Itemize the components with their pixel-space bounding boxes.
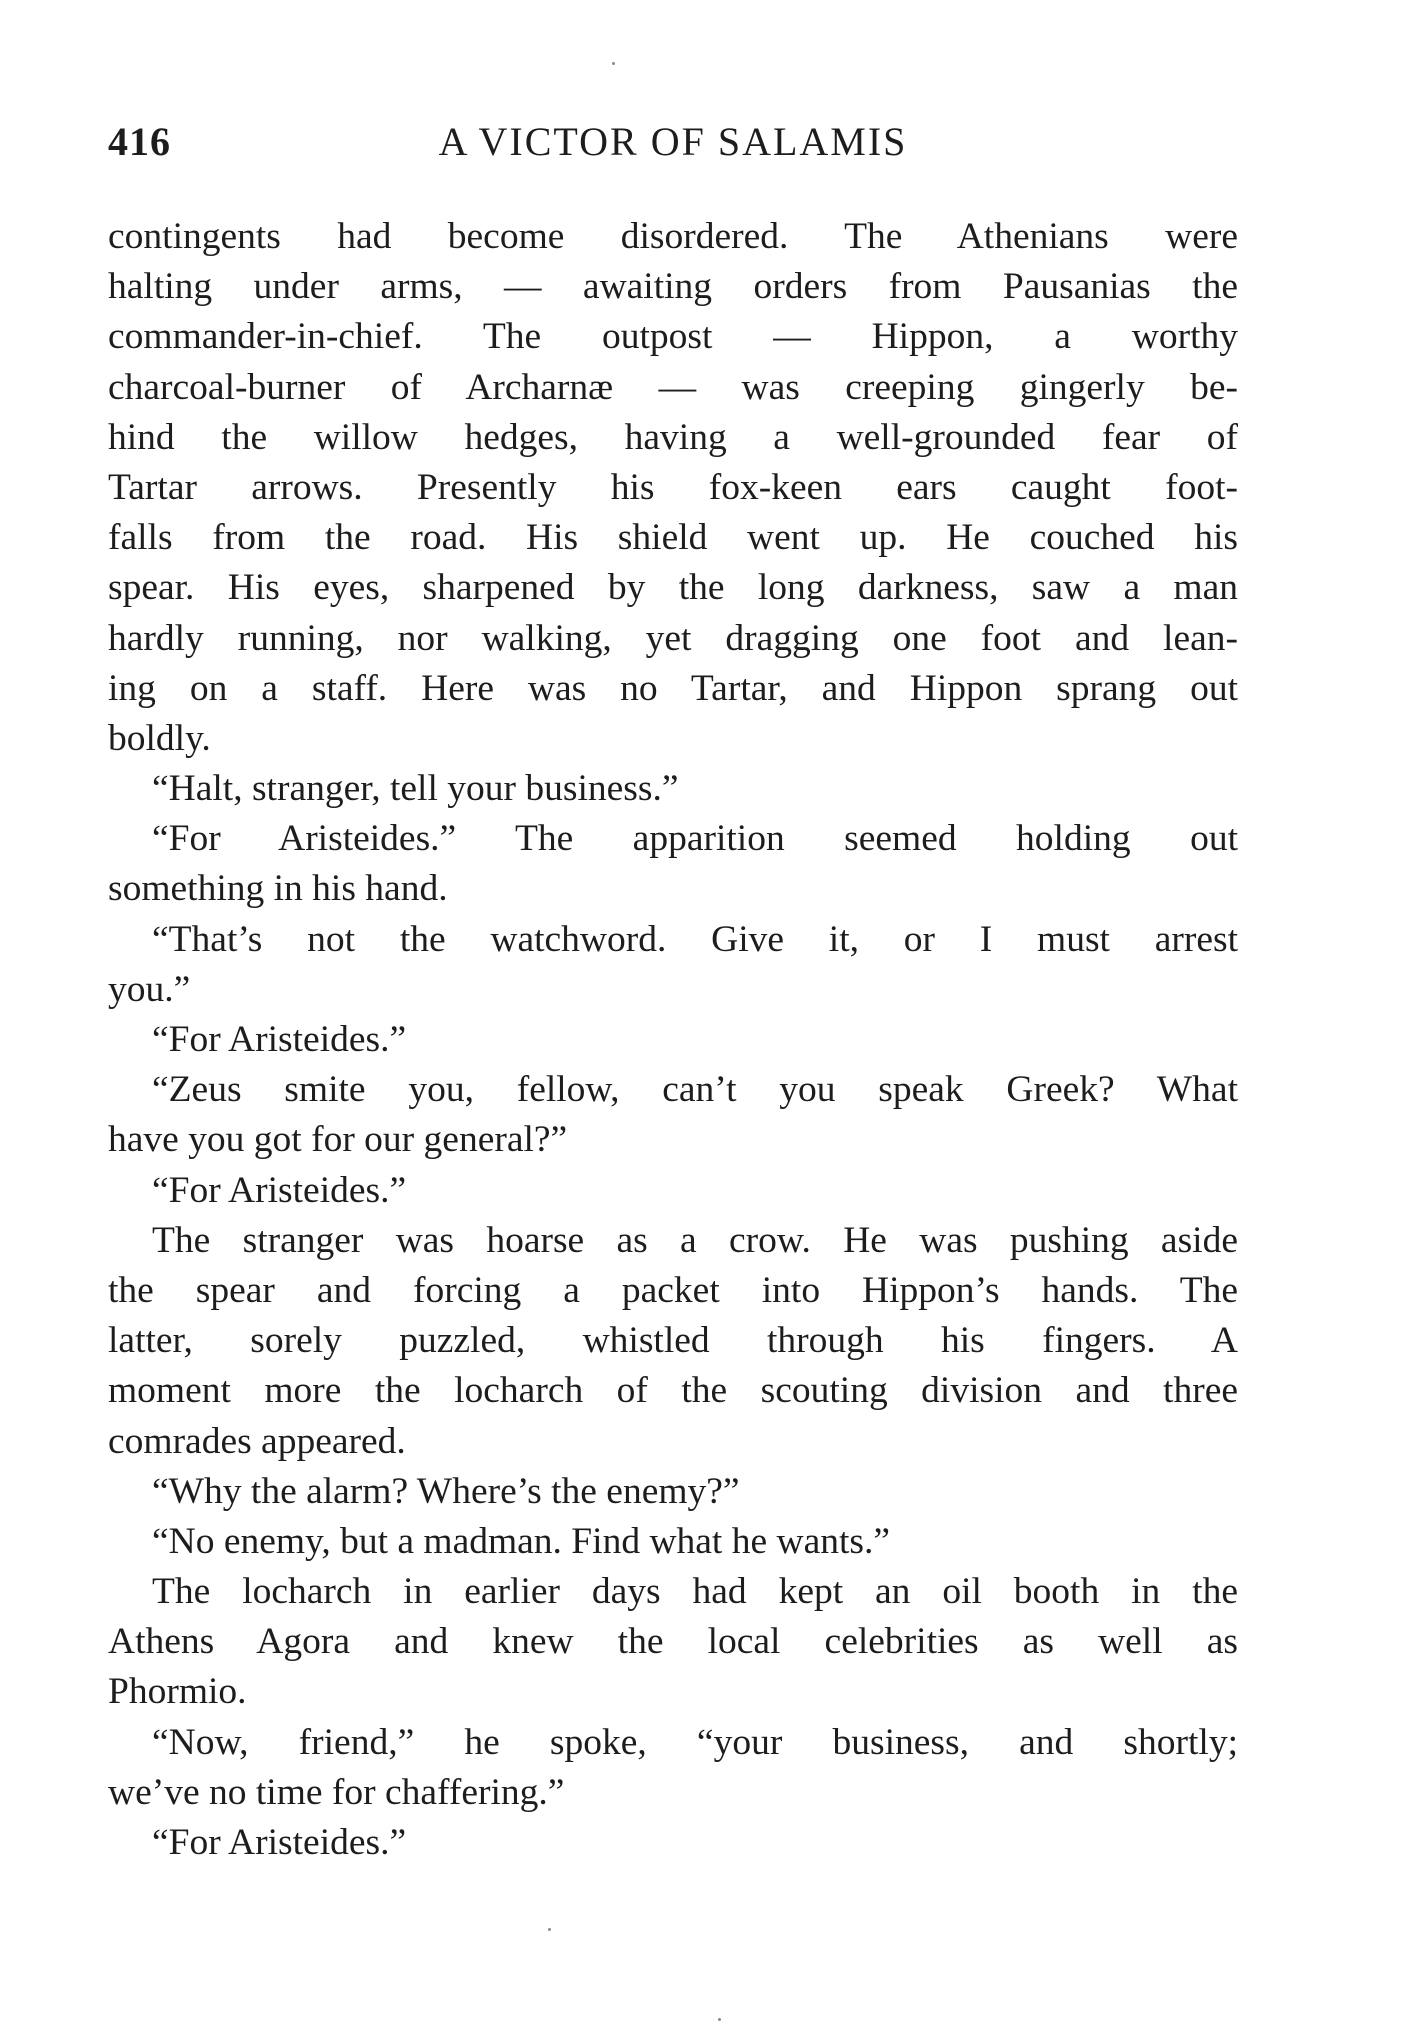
text-line: moment more the locharch of the scouting division and three: [108, 1370, 1238, 1412]
paper-speck: [718, 2018, 721, 2021]
text-line: something in his hand.: [108, 868, 448, 910]
text-line: “For Aristeides.” The apparition seemed holding out: [152, 818, 1238, 860]
text-line: hind the willow hedges, having a well-grounded fear of: [108, 416, 1238, 458]
text-line: we’ve no time for chaffering.”: [108, 1771, 565, 1813]
text-line: Phormio.: [108, 1671, 247, 1713]
paper-speck: [612, 62, 615, 65]
body-text: [108, 212, 1238, 1868]
text-line: have you got for our general?”: [108, 1119, 568, 1161]
page-number: 416: [108, 119, 171, 164]
text-line: charcoal-burner of Archarnæ — was creeping gingerly be-: [108, 366, 1238, 408]
text-line: contingents had become disordered. The Athenians were: [108, 216, 1238, 257]
text-line: The locharch in earlier days had kept an oil booth in the: [152, 1571, 1238, 1613]
text-line: spear. His eyes, sharpened by the long darkness, saw a man: [108, 567, 1238, 609]
text-line: hardly running, nor walking, yet dragging one foot and lean-: [108, 617, 1238, 659]
text-line: comrades appeared.: [108, 1420, 406, 1462]
paper-speck: [548, 1928, 551, 1931]
text-line: “For Aristeides.”: [152, 1169, 407, 1211]
text-line: ing on a staff. Here was no Tartar, and Hippon sprang out: [108, 667, 1238, 709]
text-line: “That’s not the watchword. Give it, or I must arrest: [152, 918, 1238, 960]
text-line: “For Aristeides.”: [152, 1019, 407, 1060]
text-line: The stranger was hoarse as a crow. He was pushing aside: [152, 1219, 1238, 1261]
text-line: “No enemy, but a madman. Find what he wants.”: [152, 1520, 891, 1562]
text-line: you.”: [108, 968, 191, 1010]
text-line: “Zeus smite you, fellow, can’t you speak Greek? What: [152, 1069, 1238, 1111]
text-line: latter, sorely puzzled, whistled through his fingers. A: [108, 1320, 1238, 1362]
text-line: “Now, friend,” he spoke, “your business, and shortly;: [152, 1721, 1238, 1763]
text-line: Athens Agora and knew the local celebrities as well as: [108, 1621, 1238, 1663]
text-line: commander-in-chief. The outpost — Hippon, a worthy: [108, 316, 1238, 358]
text-line: falls from the road. His shield went up. He couched his: [108, 517, 1238, 559]
text-line: “For Aristeides.”: [152, 1822, 407, 1863]
text-line: the spear and forcing a packet into Hippon’s hands. The: [108, 1269, 1238, 1311]
text-line: “Why the alarm? Where’s the enemy?”: [152, 1470, 740, 1512]
running-head: [108, 118, 1238, 168]
running-title: A VICTOR OF SALAMIS: [438, 119, 908, 164]
text-line: boldly.: [108, 717, 211, 759]
text-line: “Halt, stranger, tell your business.”: [152, 768, 679, 810]
text-line: Tartar arrows. Presently his fox-keen ears caught foot-: [108, 466, 1238, 508]
text-line: halting under arms, — awaiting orders from Pausanias the: [108, 266, 1238, 308]
